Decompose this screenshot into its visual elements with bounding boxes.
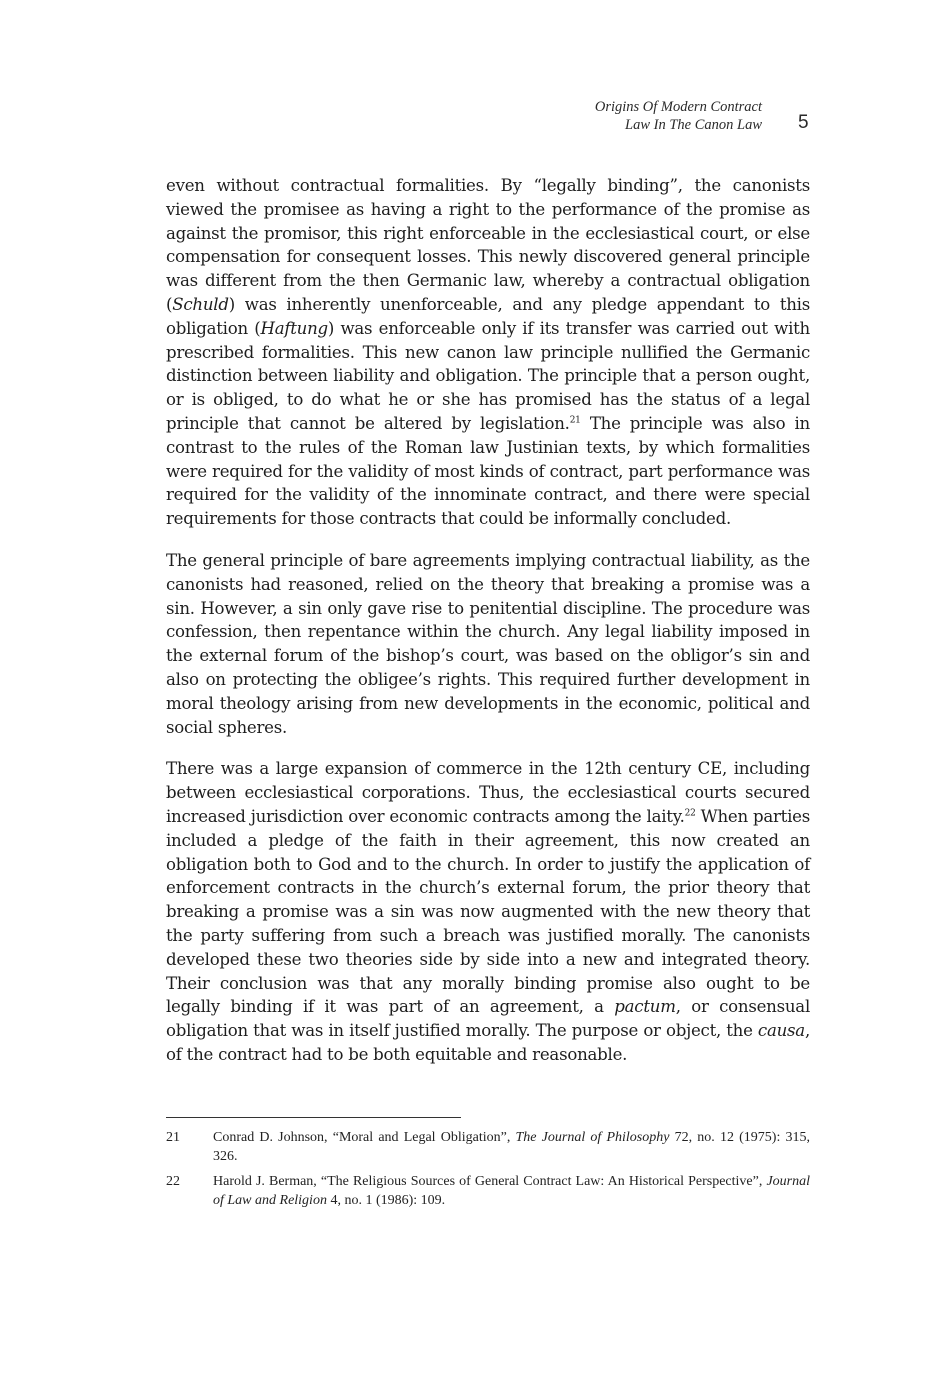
p1-text-c: ) was inherently unenforceable, and any pledge appendant to this obligation ( bbox=[166, 294, 810, 338]
footnote-number: 21 bbox=[166, 1130, 180, 1145]
footnote-item bbox=[166, 1129, 810, 1166]
footnote-journal: The Journal of Philosophy bbox=[515, 1130, 670, 1145]
p3-text-d: , or consensual obligation that was in itself justified morally. The purpose or object, the bbox=[166, 997, 810, 1041]
p3-text-a: There was a large expansion of commerce in the 12th century CE, including between ecclesiastical corporations. Thus, the ecclesiastical courts secured increased jurisdiction over economic contracts among the laity. bbox=[166, 759, 810, 826]
footnote-ref-22[interactable]: 22 bbox=[684, 808, 696, 819]
running-head bbox=[595, 98, 762, 134]
p3-term-causa: causa bbox=[757, 1021, 805, 1041]
footnote-item bbox=[166, 1173, 810, 1210]
p3-text-f: , of the contract had to be both equitable and reasonable. bbox=[166, 1021, 810, 1064]
paragraph-1 bbox=[166, 174, 810, 531]
p1-text-f: The principle was also in contrast to the rules of the Roman law Justinian texts, by which formalities were required for the validity of most kinds of contract, part performance was required for the validity of the innominate contract, and there were special requirements for those contracts that could be informally concluded. bbox=[166, 413, 810, 529]
footnote-number: 22 bbox=[166, 1174, 180, 1189]
page-number: 5 bbox=[798, 112, 809, 133]
paragraph-2: The general principle of bare agreements implying contractual liability, as the canonists had reasoned, relied on the theory that breaking a promise was a sin. However, a sin only gave rise to penitential discipline. The procedure was confession, then repentance within the church. Any legal liability imposed in the external forum of the bishop’s court, was based on the obligor’s sin and also on protecting the obligee’s rights. This required further development in moral theology arising from new developments in the economic, political and social spheres. bbox=[166, 550, 810, 737]
footnote-divider bbox=[166, 1117, 461, 1118]
footnote-ref-21[interactable]: 21 bbox=[569, 415, 581, 426]
running-title-line2: Law In The Canon Law bbox=[625, 117, 762, 133]
p3-text-b: When parties included a pledge of the faith in their agreement, this now created an obligation both to God and to the church. In order to justify the application of enforcement contracts in the church’s external forum, the prior theory that breaking a promise was a sin was now augmented with the new theory that the party suffering from such a breach was justified morally. The canonists developed these two theories side by side into a new and integrated theory. Their conclusion was that any morally binding promise also ought to be legally binding if it was part of an agreement, a bbox=[166, 806, 810, 1017]
main-text bbox=[166, 174, 810, 1085]
footnote-citation: Harold J. Berman, “The Religious Sources of General Contract Law: An Historical Perspective”, bbox=[213, 1174, 767, 1189]
footnote-citation-end: 72, no. 12 (1975): 315, 326. bbox=[213, 1130, 811, 1164]
footnote-journal: Journal of Law and Religion bbox=[213, 1174, 810, 1208]
paragraph-3 bbox=[166, 757, 810, 1066]
running-title-line1: Origins Of Modern Contract bbox=[594, 99, 762, 115]
p1-term-haftung: Haftung bbox=[260, 318, 328, 338]
p1-text-a: even without contractual formalities. By “legally binding”, the canonists viewed the promisee as having a right to the performance of the promise as against the promisor, this right enforceable in the ecclesiastical court, or else compensation for consequent losses. This newly discovered general principle was different from the then Germanic law, whereby a contractual obligation ( bbox=[166, 176, 810, 314]
footnote-text bbox=[213, 1173, 810, 1210]
footnote-citation: Conrad D. Johnson, “Moral and Legal Obligation”, bbox=[213, 1130, 516, 1145]
footnote-citation-end: 4, no. 1 (1986): 109. bbox=[326, 1192, 446, 1208]
p1-term-schuld: Schuld bbox=[172, 294, 229, 314]
p1-text-e: ) was enforceable only if its transfer was carried out with prescribed formalities. This new canon law principle nullified the Germanic distinction between liability and obligation. The principle that a person ought, or is obliged, to do what he or she has promised has the status of a legal principle that cannot be altered by legislation. bbox=[166, 318, 810, 433]
p3-term-pactum: pactum bbox=[614, 997, 676, 1017]
footnote-text bbox=[213, 1129, 810, 1166]
footnotes bbox=[166, 1129, 810, 1217]
